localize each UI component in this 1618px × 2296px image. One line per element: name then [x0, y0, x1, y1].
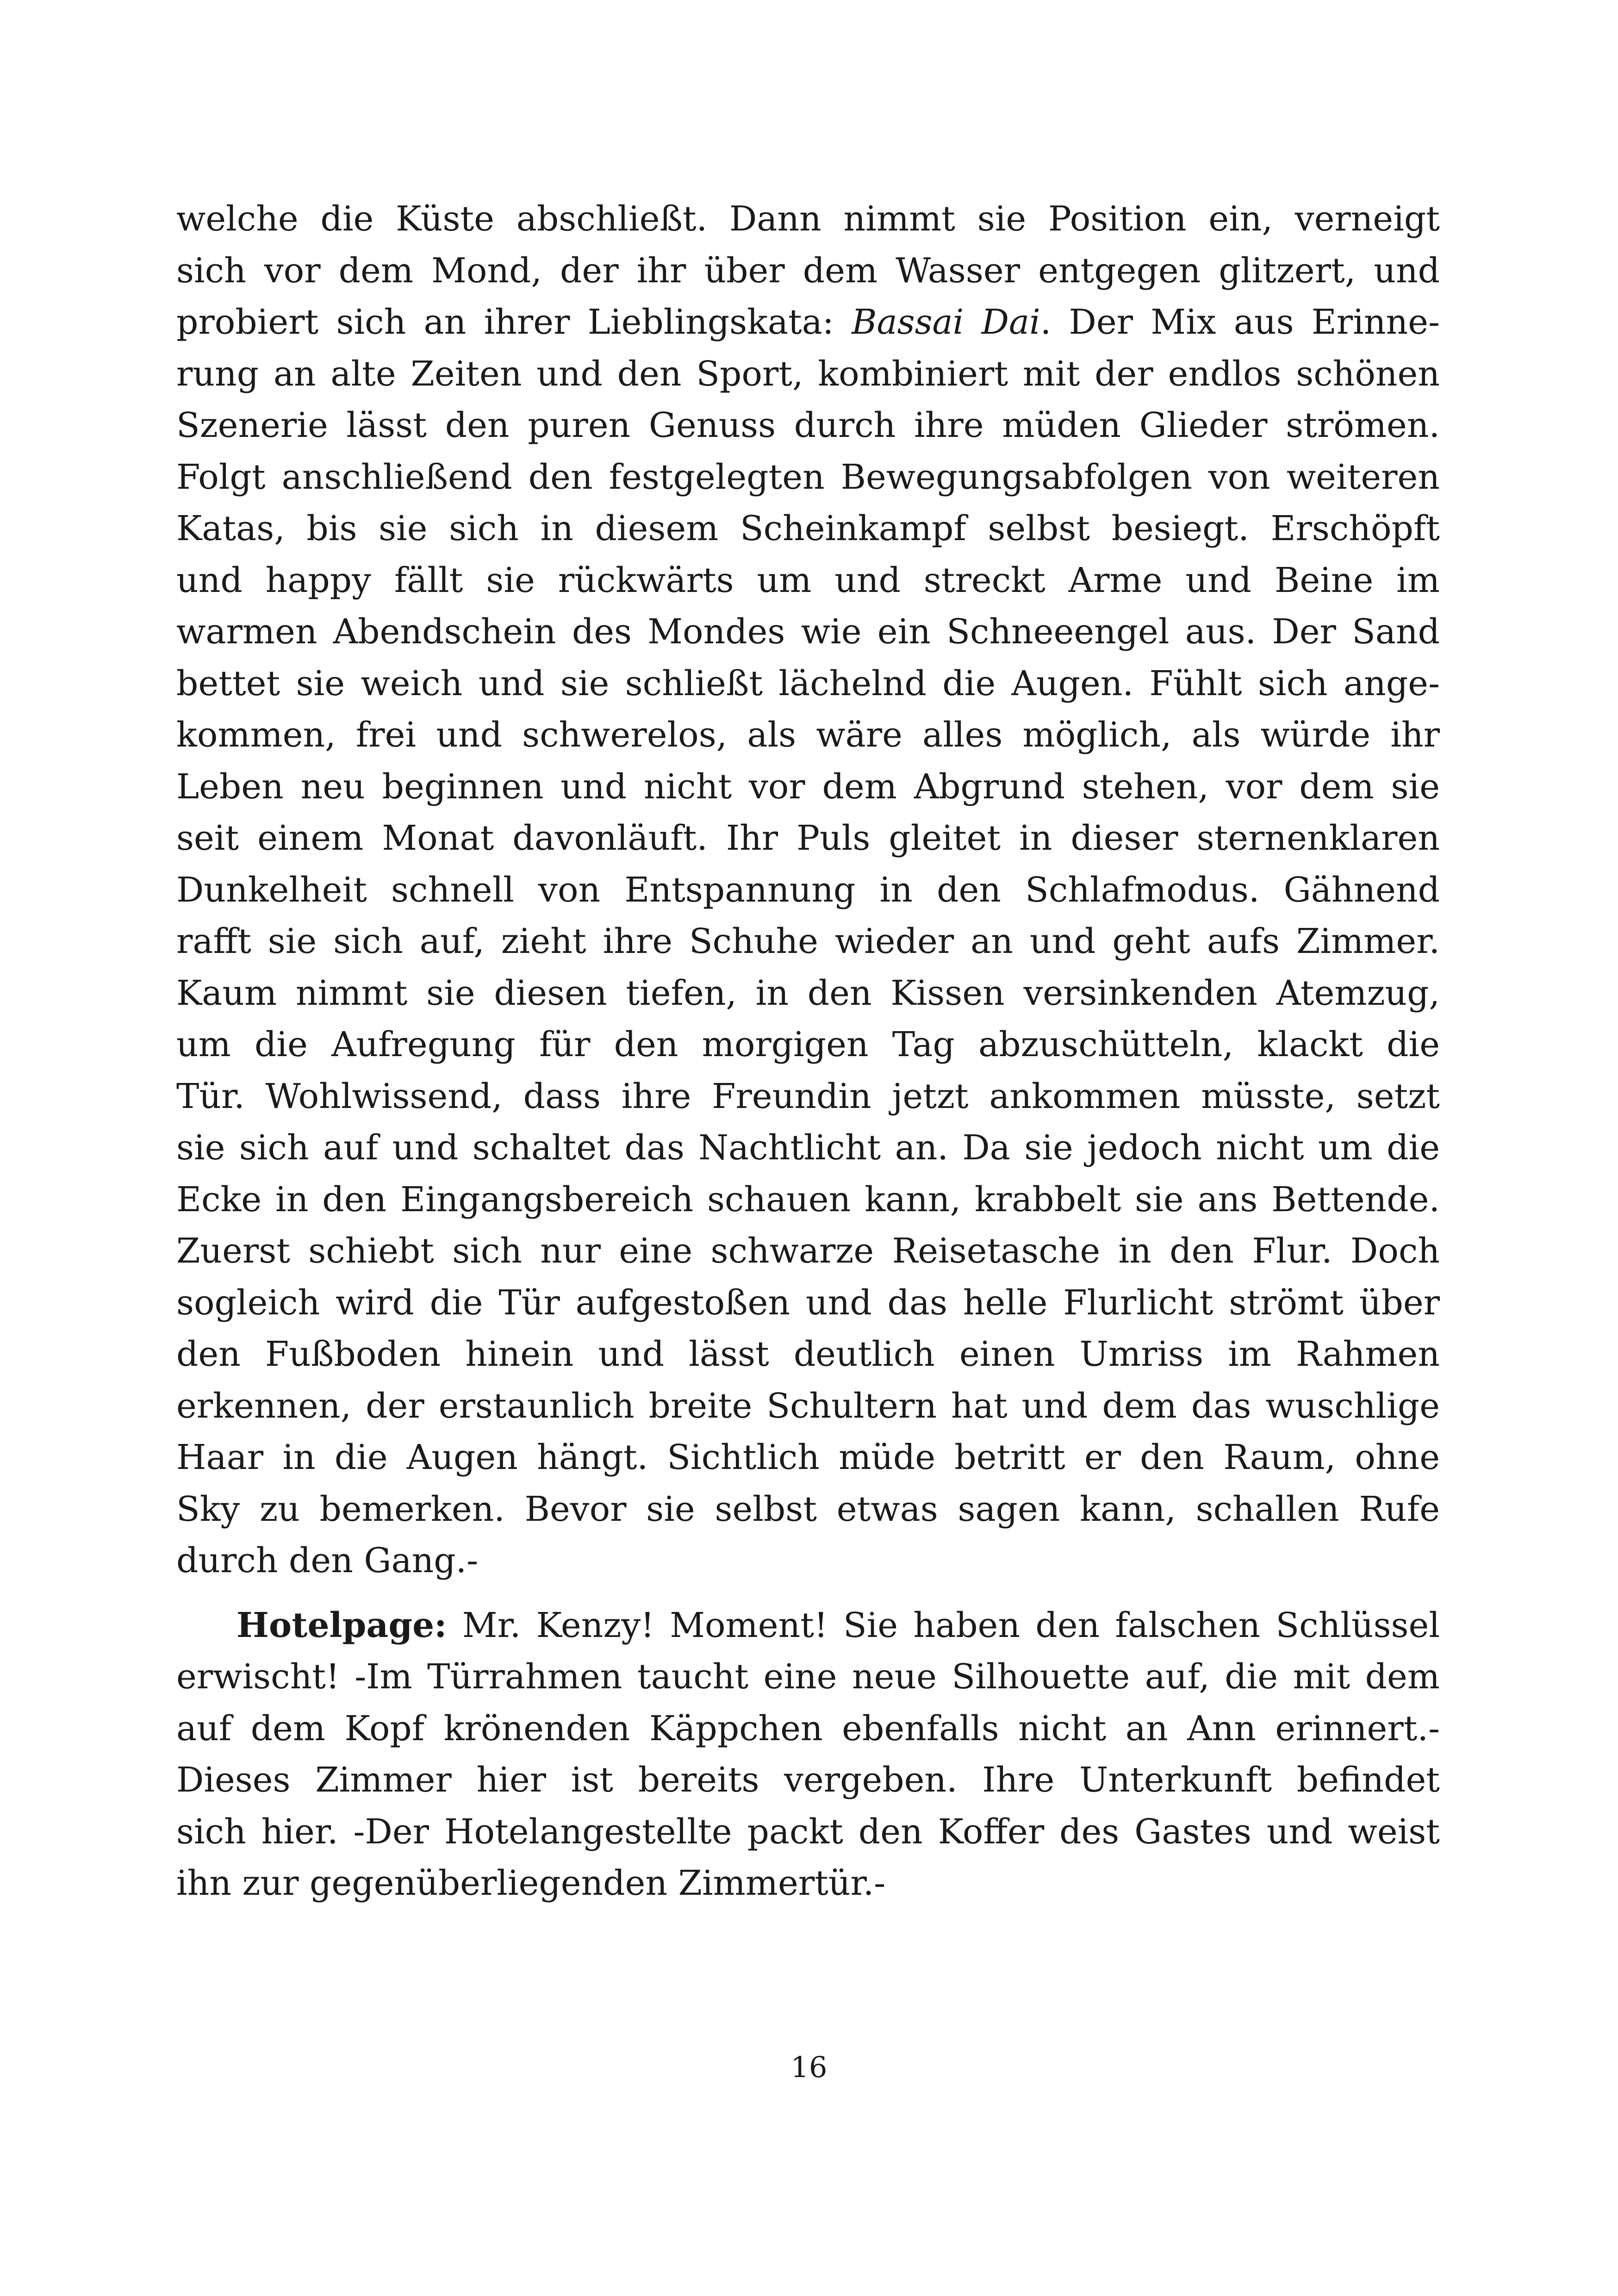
text-line: auf dem Kopf krönenden Käppchen ebenfalls nicht an Ann erinnert.- — [176, 1708, 1440, 1748]
text-line: sich hier. -Der Hotelangestellte packt den Koffer des Gastes und weist — [176, 1811, 1440, 1852]
text-line: welche die Küste abschließt. Dann nimmt sie Position ein, verneigt — [176, 199, 1440, 239]
text-line: sie sich auf und schaltet das Nachtlicht an. Da sie jedoch nicht um die — [176, 1128, 1440, 1168]
paragraph-gap — [176, 1587, 1440, 1600]
text-line: sich vor dem Mond, der ihr über dem Wasser entgegen glitzert, und — [176, 250, 1440, 291]
body-text — [176, 193, 1440, 1910]
text-line: rung an alte Zeiten und den Sport, kombiniert mit der endlos schönen — [176, 354, 1440, 394]
text-line: ihn zur gegenüberliegenden Zimmertür.- — [176, 1863, 886, 1903]
text-fragment: . Der Mix aus Erinne- — [1040, 302, 1440, 342]
kata-name: Bassai Dai — [852, 302, 1040, 342]
page-number: 16 — [790, 2050, 828, 2084]
text-line: Kaum nimmt sie diesen tiefen, in den Kissen versinkenden Atemzug, — [176, 973, 1440, 1013]
text-line: durch den Gang.- — [176, 1541, 479, 1580]
text-line: Katas, bis sie sich in diesem Scheinkampf selbst besiegt. Erschöpft — [176, 509, 1440, 548]
text-line: Sky zu bemerken. Bevor sie selbst etwas sagen kann, schallen Rufe — [176, 1489, 1440, 1529]
text-line: rafft sie sich auf, zieht ihre Schuhe wieder an und geht aufs Zimmer. — [176, 921, 1440, 961]
text-line: kommen, frei und schwerelos, als wäre alles möglich, als würde ihr — [176, 715, 1440, 755]
text-line: erwischt! -Im Türrahmen taucht eine neue Silhouette auf, die mit dem — [176, 1657, 1440, 1697]
text-fragment: probiert sich an ihrer Lieblingskata: — [176, 302, 852, 342]
text-line: Tür. Wohlwissend, dass ihre Freundin jetzt ankommen müsste, setzt — [176, 1076, 1440, 1116]
text-line: Dunkelheit schnell von Entspannung in den Schlafmodus. Gähnend — [176, 870, 1440, 910]
text-fragment: Mr. Kenzy! Moment! Sie haben den falschen Schlüssel — [447, 1605, 1440, 1645]
text-line: Dieses Zimmer hier ist bereits vergeben. Ihre Unterkunft befindet — [176, 1760, 1440, 1800]
text-line: Szenerie lässt den puren Genuss durch ihre müden Glieder strömen. — [176, 405, 1440, 445]
text-line — [176, 1600, 1440, 1652]
text-line: Leben neu beginnen und nicht vor dem Abgrund stehen, vor dem sie — [176, 766, 1440, 807]
text-line: Zuerst schiebt sich nur eine schwarze Reisetasche in den Flur. Doch — [176, 1231, 1440, 1271]
text-line: Folgt anschließend den festgelegten Bewegungsabfolgen von weiteren — [176, 457, 1440, 497]
text-line — [176, 297, 1440, 348]
text-line: um die Aufregung für den morgigen Tag abzuschütteln, klackt die — [176, 1025, 1440, 1064]
text-line: bettet sie weich und sie schließt lächelnd die Augen. Fühlt sich ange- — [176, 663, 1440, 703]
text-line: seit einem Monat davonläuft. Ihr Puls gleitet in dieser sternenklaren — [176, 818, 1440, 858]
text-line: Haar in die Augen hängt. Sichtlich müde betritt er den Raum, ohne — [176, 1437, 1440, 1477]
text-line: sogleich wird die Tür aufgestoßen und das helle Flurlicht strömt über — [176, 1282, 1440, 1323]
text-line: und happy fällt sie rückwärts um und streckt Arme und Beine im — [176, 560, 1440, 600]
text-line: erkennen, der erstaunlich breite Schultern hat und dem das wuschlige — [176, 1386, 1440, 1426]
text-line: den Fußboden hinein und lässt deutlich einen Umriss im Rahmen — [176, 1334, 1440, 1374]
text-line: Ecke in den Eingangsbereich schauen kann, krabbelt sie ans Bettende. — [176, 1179, 1440, 1220]
speaker-label: Hotelpage: — [236, 1605, 447, 1645]
text-line: warmen Abendschein des Mondes wie ein Schneeengel aus. Der Sand — [176, 612, 1440, 652]
